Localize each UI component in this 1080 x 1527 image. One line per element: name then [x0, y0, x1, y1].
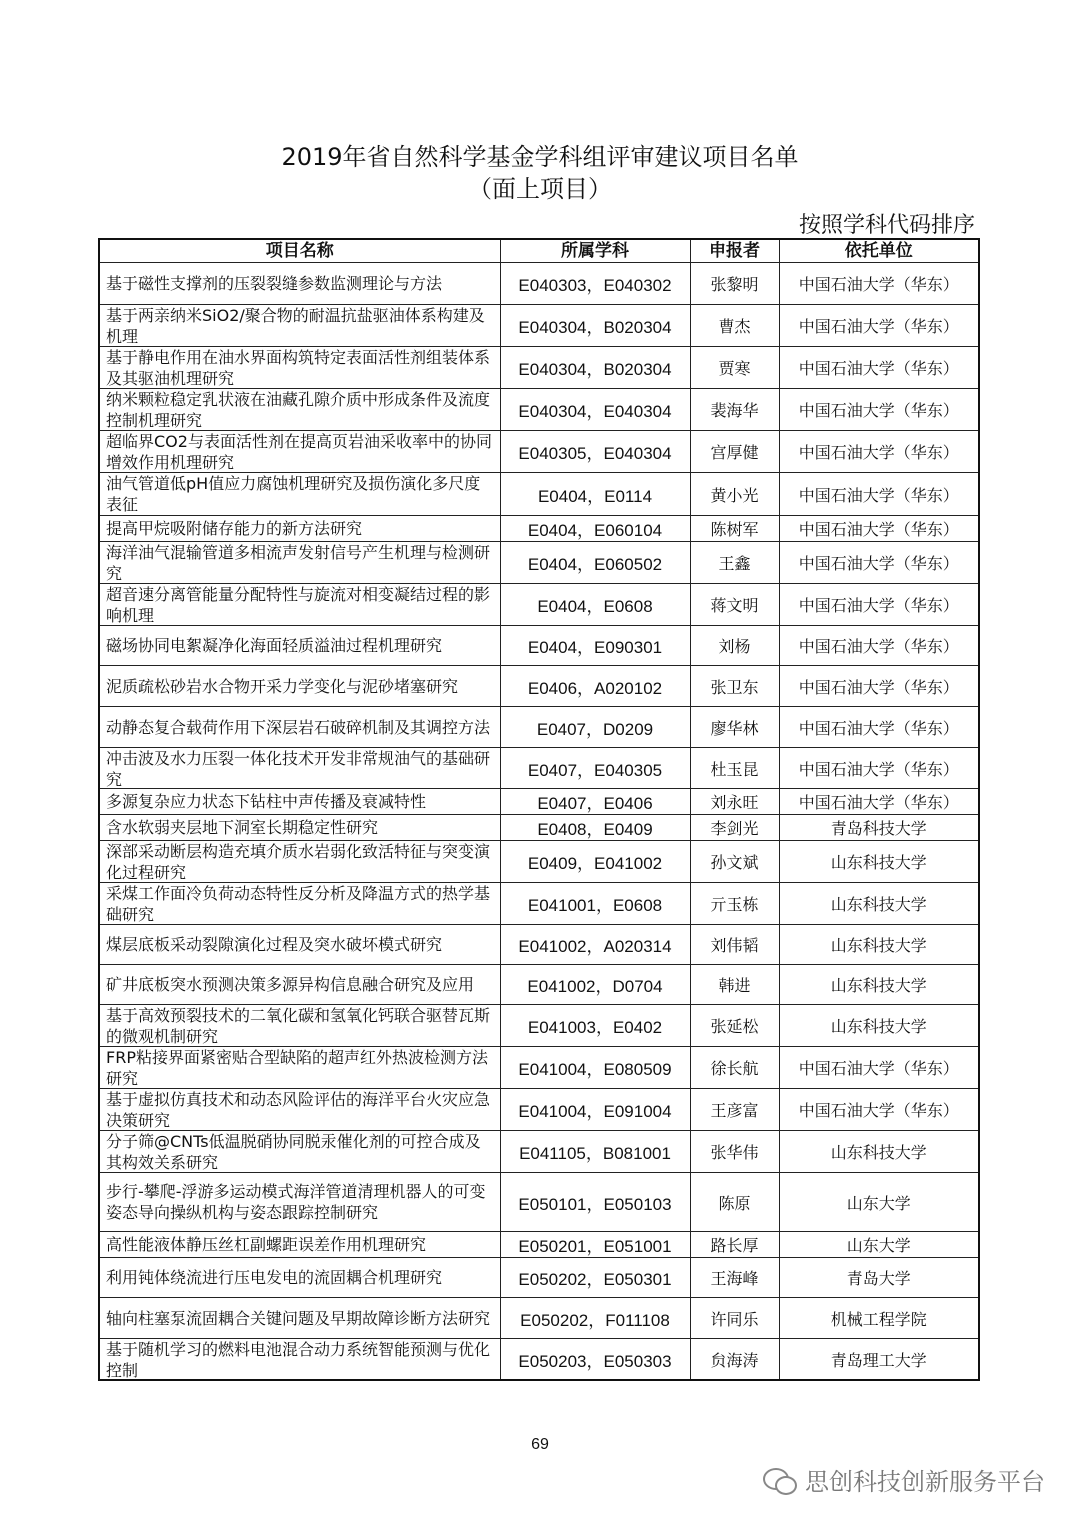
applicant-cell-text: 刘永旺 [710, 793, 759, 812]
unit-cell-text: 中国石油大学（华东） [798, 485, 959, 505]
subject-code-cell [500, 965, 690, 1005]
unit-cell-text: 青岛大学 [846, 1269, 911, 1288]
unit-cell-text: 机械工程学院 [830, 1309, 927, 1329]
unit-cell [779, 841, 979, 883]
project-name-cell [99, 925, 500, 965]
project-name-cell-text: 煤层底板采动裂隙演化过程及突水破坏模式研究 [106, 935, 443, 954]
unit-cell [779, 305, 979, 347]
unit-cell [779, 1232, 979, 1258]
subject-code-cell-text: E041002，A020314 [518, 937, 672, 956]
project-name-cell [99, 883, 500, 925]
unit-cell [779, 1173, 979, 1232]
applicant-cell-text: 王鑫 [718, 554, 751, 573]
applicant-cell [690, 1089, 779, 1131]
table-header-row [99, 239, 979, 263]
subject-code-cell-text: E050201，E051001 [518, 1237, 672, 1256]
applicant-cell-text: 曹杰 [718, 317, 751, 336]
subject-code-cell [500, 925, 690, 965]
subject-code-cell-text: E040304，E040304 [518, 402, 672, 421]
unit-cell [779, 473, 979, 516]
unit-cell-text: 中国石油大学（华东） [798, 520, 959, 539]
unit-cell-text: 中国石油大学（华东） [798, 1059, 959, 1078]
unit-cell [779, 883, 979, 925]
unit-cell-text: 中国石油大学（华东） [798, 596, 959, 615]
header-project-name: 项目名称 [99, 239, 500, 263]
subject-code-cell [500, 666, 690, 707]
table-row [99, 666, 979, 707]
applicant-cell [690, 815, 779, 841]
applicant-cell [690, 305, 779, 347]
applicant-cell-text: 黄小光 [710, 485, 759, 505]
unit-cell [779, 1339, 979, 1381]
unit-cell-text: 中国石油大学（华东） [798, 677, 959, 697]
applicant-cell-text: 王海峰 [710, 1269, 759, 1288]
project-name-cell [99, 584, 500, 626]
unit-cell [779, 815, 979, 841]
applicant-cell-text: 杜玉昆 [710, 759, 759, 779]
unit-cell [779, 925, 979, 965]
unit-cell-text: 中国石油大学（华东） [798, 359, 959, 378]
applicant-cell [690, 1258, 779, 1298]
table-row [99, 584, 979, 626]
subject-code-cell [500, 883, 690, 925]
project-name-cell [99, 841, 500, 883]
applicant-cell [690, 748, 779, 789]
table-row [99, 431, 979, 473]
unit-cell-text: 山东科技大学 [830, 853, 927, 872]
project-name-cell-text: 泥质疏松砂岩水合物开采力学变化与泥砂堵塞研究 [106, 676, 459, 696]
subject-code-cell-text: E0404，E090301 [527, 638, 663, 657]
subject-code-cell-text: E050202，E050301 [518, 1270, 672, 1289]
applicant-cell [690, 841, 779, 883]
project-name-cell [99, 516, 500, 542]
table-row [99, 626, 979, 666]
project-name-cell-text: 超临界CO2与表面活性剂在提高页岩油采收率中的协同增效作用机理研究 [106, 432, 492, 472]
sort-note: 按照学科代码排序 [798, 213, 975, 238]
applicant-cell-text: 刘杨 [718, 637, 751, 656]
unit-cell-text: 青岛科技大学 [830, 819, 927, 838]
project-name-cell-text: 基于随机学习的燃料电池混合动力系统智能预测与优化控制 [106, 1340, 491, 1379]
applicant-cell [690, 883, 779, 925]
unit-cell [779, 748, 979, 789]
applicant-cell-text: 李剑光 [710, 819, 759, 838]
subject-code-cell [500, 1339, 690, 1381]
subject-code-cell [500, 542, 690, 584]
unit-cell-text: 中国石油大学（华东） [798, 793, 959, 812]
unit-cell [779, 1258, 979, 1298]
subject-code-cell-text: E041004，E080509 [518, 1060, 672, 1079]
applicant-cell [690, 626, 779, 666]
project-name-cell [99, 1232, 500, 1258]
wechat-icon [763, 1466, 797, 1494]
unit-cell [779, 1047, 979, 1089]
applicant-cell [690, 1047, 779, 1089]
subject-code-cell-text: E0406，A020102 [527, 678, 663, 698]
table-row [99, 815, 979, 841]
unit-cell [779, 347, 979, 389]
project-name-cell [99, 473, 500, 516]
project-name-cell-text: 基于磁性支撑剂的压裂裂缝参数监测理论与方法 [106, 274, 443, 293]
subject-code-cell-text: E040303，E040302 [518, 276, 672, 295]
project-name-cell [99, 707, 500, 748]
subject-code-cell [500, 1089, 690, 1131]
applicant-cell-text: 陈树军 [710, 520, 759, 539]
project-name-cell [99, 347, 500, 389]
subject-code-cell [500, 473, 690, 516]
page-number: 69 [531, 1436, 549, 1453]
applicant-cell [690, 1005, 779, 1047]
project-name-cell-text: 基于两亲纳米SiO2/聚合物的耐温抗盐驱油体系构建及机理 [106, 306, 485, 346]
unit-cell-text: 山东大学 [846, 1193, 911, 1213]
subject-code-cell [500, 584, 690, 626]
subject-code-cell-text: E0404，E0114 [537, 486, 653, 506]
project-table [98, 238, 980, 1381]
project-name-cell [99, 626, 500, 666]
applicant-cell [690, 925, 779, 965]
unit-cell-text: 中国石油大学（华东） [798, 718, 959, 738]
project-name-cell-text: 磁场协同电絮凝净化海面轻质溢油过程机理研究 [106, 636, 443, 655]
subject-code-cell-text: E0404，E060104 [527, 521, 663, 540]
unit-cell-text: 山东科技大学 [830, 976, 927, 995]
applicant-cell [690, 473, 779, 516]
applicant-cell-text: 裴海华 [710, 401, 759, 420]
table-row [99, 883, 979, 925]
project-name-cell [99, 1258, 500, 1298]
project-name-cell [99, 965, 500, 1005]
table-body [99, 263, 979, 1381]
unit-cell [779, 431, 979, 473]
subject-code-cell-text: E0408，E0409 [537, 820, 653, 839]
subject-code-cell-text: E041105，B081001 [519, 1144, 671, 1163]
unit-cell-text: 山东大学 [846, 1236, 911, 1255]
applicant-cell [690, 789, 779, 815]
subject-code-cell-text: E050202，F011108 [520, 1310, 670, 1330]
subject-code-cell [500, 815, 690, 841]
project-name-cell-text: 动静态复合载荷作用下深层岩石破碎机制及其调控方法 [106, 717, 491, 737]
unit-cell-text: 山东科技大学 [830, 895, 927, 914]
applicant-cell-text: 王彦富 [710, 1101, 759, 1120]
unit-cell-text: 中国石油大学（华东） [798, 275, 959, 294]
project-name-cell-text: 海洋油气混输管道多相流声发射信号产生机理与检测研究 [106, 543, 491, 583]
subject-code-cell-text: E0404，E0608 [537, 597, 653, 616]
project-name-cell [99, 389, 500, 431]
unit-cell-text: 中国石油大学（华东） [798, 317, 959, 336]
project-name-cell [99, 305, 500, 347]
applicant-cell [690, 584, 779, 626]
unit-cell [779, 542, 979, 584]
table-row [99, 1089, 979, 1131]
subject-code-cell [500, 1173, 690, 1232]
project-name-cell [99, 1005, 500, 1047]
project-name-cell [99, 815, 500, 841]
project-name-cell-text: 基于高效预裂技术的二氧化碳和氢氧化钙联合驱替瓦斯的微观机制研究 [106, 1006, 491, 1046]
subject-code-cell-text: E0407，E0406 [537, 794, 653, 813]
project-name-cell-text: 采煤工作面冷负荷动态特性反分析及降温方式的热学基础研究 [106, 884, 491, 924]
project-name-cell-text: 轴向柱塞泵流固耦合关键问题及早期故障诊断方法研究 [106, 1308, 491, 1328]
unit-cell-text: 中国石油大学（华东） [798, 1101, 959, 1120]
subject-code-cell [500, 707, 690, 748]
unit-cell-text: 山东科技大学 [830, 1017, 927, 1036]
unit-cell-text: 中国石油大学（华东） [798, 759, 959, 779]
project-name-cell [99, 1298, 500, 1339]
table-row [99, 1258, 979, 1298]
applicant-cell-text: 亓玉栋 [710, 895, 759, 914]
project-name-cell-text: 纳米颗粒稳定乳状液在油藏孔隙介质中形成条件及流度控制机理研究 [106, 390, 491, 430]
unit-cell [779, 1005, 979, 1047]
subject-code-cell-text: E041001，E0608 [527, 896, 663, 915]
applicant-cell [690, 431, 779, 473]
applicant-cell-text: 张华伟 [710, 1143, 759, 1162]
project-name-cell-text: 提高甲烷吸附储存能力的新方法研究 [106, 519, 363, 538]
subject-code-cell-text: E0404，E060502 [527, 555, 663, 574]
subject-code-cell [500, 841, 690, 883]
table-row [99, 1047, 979, 1089]
table-row [99, 841, 979, 883]
unit-cell [779, 707, 979, 748]
subject-code-cell-text: E040304，B020304 [518, 360, 672, 379]
applicant-cell [690, 516, 779, 542]
unit-cell-text: 青岛理工大学 [830, 1350, 927, 1370]
applicant-cell [690, 347, 779, 389]
project-name-cell-text: 冲击波及水力压裂一体化技术开发非常规油气的基础研究 [106, 749, 491, 788]
applicant-cell-text: 孙文斌 [710, 853, 759, 872]
subject-code-cell-text: E041004，E091004 [518, 1102, 672, 1121]
project-name-cell-text: FRP粘接界面紧密贴合型缺陷的超声红外热波检测方法研究 [106, 1048, 488, 1088]
applicant-cell [690, 389, 779, 431]
project-name-cell [99, 542, 500, 584]
page-title: 2019年省自然科学基金学科组评审建议项目名单 [281, 143, 799, 171]
project-name-cell-text: 利用钝体绕流进行压电发电的流固耦合机理研究 [106, 1268, 443, 1287]
unit-cell-text: 山东科技大学 [830, 1143, 927, 1162]
project-name-cell-text: 深部采动断层构造充填介质水岩弱化致活特征与突变演化过程研究 [106, 842, 491, 882]
project-name-cell [99, 263, 500, 305]
project-name-cell [99, 1131, 500, 1173]
table-row [99, 789, 979, 815]
applicant-cell [690, 1131, 779, 1173]
applicant-cell [690, 707, 779, 748]
project-name-cell-text: 多源复杂应力状态下钻柱中声传播及衰减特性 [106, 792, 427, 811]
applicant-cell-text: 陈原 [718, 1193, 751, 1213]
applicant-cell [690, 1232, 779, 1258]
unit-cell-text: 中国石油大学（华东） [798, 637, 959, 656]
applicant-cell [690, 1339, 779, 1381]
project-name-cell [99, 1173, 500, 1232]
applicant-cell-text: 蒋文明 [710, 596, 759, 615]
subject-code-cell [500, 1131, 690, 1173]
table-row [99, 1131, 979, 1173]
project-name-cell [99, 431, 500, 473]
unit-cell [779, 263, 979, 305]
table-row [99, 473, 979, 516]
unit-cell-text: 山东科技大学 [830, 936, 927, 955]
applicant-cell-text: 刘伟韬 [710, 936, 759, 955]
table-row [99, 1298, 979, 1339]
applicant-cell [690, 263, 779, 305]
project-name-cell-text: 高性能液体静压丝杠副螺距误差作用机理研究 [106, 1235, 427, 1254]
subject-code-cell [500, 347, 690, 389]
project-name-cell-text: 含水软弱夹层地下洞室长期稳定性研究 [106, 818, 379, 837]
project-name-cell [99, 789, 500, 815]
table-row [99, 542, 979, 584]
table-row [99, 516, 979, 542]
subject-code-cell [500, 748, 690, 789]
subject-code-cell [500, 263, 690, 305]
subject-code-cell-text: E040305，E040304 [518, 444, 672, 463]
unit-cell-text: 中国石油大学（华东） [798, 401, 959, 420]
unit-cell [779, 626, 979, 666]
applicant-cell-text: 贠海涛 [710, 1350, 759, 1370]
table-row [99, 1339, 979, 1381]
applicant-cell-text: 廖华林 [710, 718, 759, 738]
project-name-cell-text: 基于静电作用在油水界面构筑特定表面活性剂组装体系及其驱油机理研究 [106, 348, 491, 388]
applicant-cell [690, 666, 779, 707]
applicant-cell [690, 1173, 779, 1232]
applicant-cell-text: 宫厚健 [710, 443, 759, 462]
subject-code-cell-text: E050203，E050303 [518, 1351, 672, 1371]
subject-code-cell [500, 516, 690, 542]
subject-code-cell [500, 1258, 690, 1298]
project-name-cell-text: 超音速分离管能量分配特性与旋流对相变凝结过程的影响机理 [106, 585, 491, 625]
unit-cell-text: 中国石油大学（华东） [798, 554, 959, 573]
subject-code-cell [500, 389, 690, 431]
table-row [99, 925, 979, 965]
applicant-cell-text: 贾寒 [718, 359, 751, 378]
project-name-cell [99, 1089, 500, 1131]
subject-code-cell-text: E0407，D0209 [536, 719, 654, 739]
subject-code-cell-text: E040304，B020304 [518, 318, 672, 337]
table-row [99, 305, 979, 347]
table-row [99, 748, 979, 789]
header-unit: 依托单位 [779, 239, 979, 263]
subject-code-cell [500, 1047, 690, 1089]
unit-cell [779, 584, 979, 626]
project-name-cell [99, 1339, 500, 1381]
subject-code-cell [500, 1005, 690, 1047]
unit-cell [779, 1089, 979, 1131]
subject-code-cell-text: E0407，E040305 [527, 760, 663, 780]
header-subject: 所属学科 [500, 239, 690, 263]
subject-code-cell-text: E041002，D0704 [527, 977, 663, 996]
subject-code-cell-text: E0409，E041002 [527, 854, 663, 873]
subject-code-cell [500, 1232, 690, 1258]
applicant-cell-text: 许同乐 [710, 1309, 759, 1329]
subject-code-cell [500, 431, 690, 473]
project-name-cell [99, 748, 500, 789]
project-name-cell-text: 基于虚拟仿真技术和动态风险评估的海洋平台火灾应急决策研究 [106, 1090, 491, 1130]
table-row [99, 347, 979, 389]
page-subtitle: （面上项目） [468, 175, 612, 203]
table-row [99, 1232, 979, 1258]
table-row [99, 263, 979, 305]
table-row [99, 707, 979, 748]
unit-cell-text: 中国石油大学（华东） [798, 443, 959, 462]
applicant-cell [690, 1298, 779, 1339]
project-name-cell [99, 1047, 500, 1089]
subject-code-cell [500, 789, 690, 815]
unit-cell [779, 1131, 979, 1173]
header-applicant: 申报者 [690, 239, 779, 263]
watermark [763, 1462, 1045, 1497]
applicant-cell [690, 542, 779, 584]
unit-cell [779, 789, 979, 815]
applicant-cell [690, 965, 779, 1005]
applicant-cell-text: 路长厚 [710, 1236, 759, 1255]
applicant-cell-text: 张卫东 [710, 677, 759, 697]
project-name-cell-text: 分子筛@CNTs低温脱硝协同脱汞催化剂的可控合成及其构效关系研究 [106, 1132, 481, 1172]
unit-cell [779, 666, 979, 707]
table-row [99, 1005, 979, 1047]
subject-code-cell-text: E050101，E050103 [518, 1194, 672, 1214]
table-row [99, 389, 979, 431]
project-name-cell [99, 666, 500, 707]
watermark-text: 思创科技创新服务平台 [805, 1468, 1045, 1496]
unit-cell [779, 965, 979, 1005]
applicant-cell-text: 徐长航 [710, 1059, 759, 1078]
table-row [99, 965, 979, 1005]
project-name-cell-text: 矿井底板突水预测决策多源异构信息融合研究及应用 [106, 975, 475, 994]
table-row [99, 1173, 979, 1232]
project-name-cell-text: 步行-攀爬-浮游多运动模式海洋管道清理机器人的可变姿态导向操纵机构与姿态跟踪控制研究 [106, 1182, 486, 1222]
subject-code-cell [500, 305, 690, 347]
subject-code-cell [500, 1298, 690, 1339]
applicant-cell-text: 张黎明 [710, 275, 759, 294]
unit-cell [779, 516, 979, 542]
applicant-cell-text: 张延松 [710, 1017, 759, 1036]
unit-cell [779, 1298, 979, 1339]
unit-cell [779, 389, 979, 431]
subject-code-cell [500, 626, 690, 666]
project-name-cell-text: 油气管道低pH值应力腐蚀机理研究及损伤演化多尺度表征 [106, 474, 481, 514]
applicant-cell-text: 韩进 [718, 976, 751, 995]
subject-code-cell-text: E041003，E0402 [527, 1018, 663, 1037]
